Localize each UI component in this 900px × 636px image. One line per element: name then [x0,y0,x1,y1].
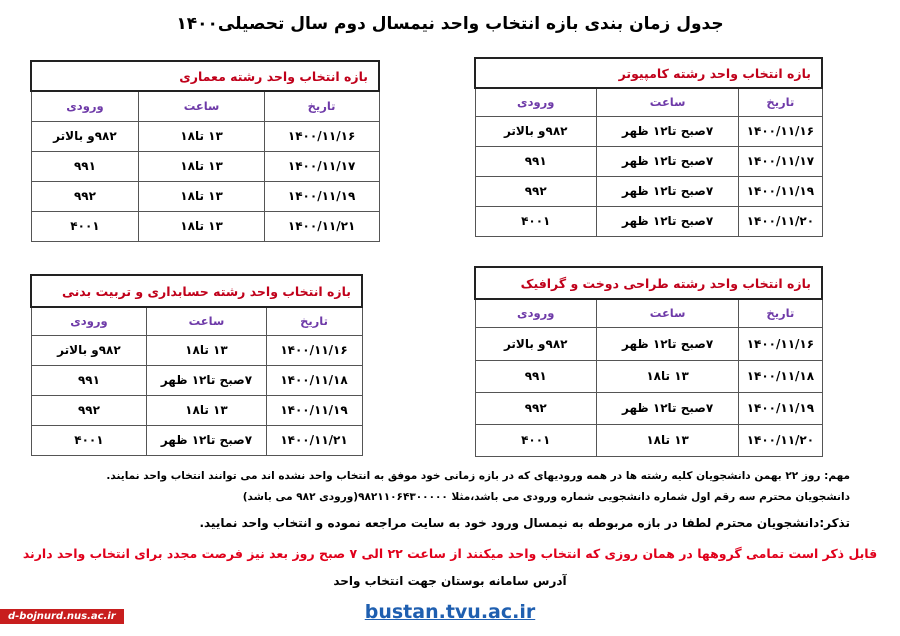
table-computer [474,57,823,237]
cell-date: ۱۴۰۰/۱۱/۱۹ [266,395,362,425]
cell-entry: ۹۹۱ [31,365,147,395]
cell-entry: ۹۹۲ [31,395,147,425]
col-date: تاریخ [739,88,822,116]
cell-time: ۱۳ تا۱۸ [139,181,264,211]
cell-time: ۱۳ تا۱۸ [596,360,738,392]
cell-time: ۱۳ تا۱۸ [147,335,266,365]
table-row [475,360,822,392]
table-row [31,335,362,365]
cell-entry: ۹۹۲ [475,176,596,206]
table-row [31,151,379,181]
col-time: ساعت [596,88,738,116]
cell-entry: ۴۰۰۱ [31,425,147,455]
note-reminder: تذکر:دانشجویان محترم لطفا در بازه مربوطه به نیمسال ورود خود به سایت مراجعه نموده و انتخاب واحد نمایید. [199,516,850,530]
cell-time: ۷صبح تا۱۲ ظهر [596,116,738,146]
cell-date: ۱۴۰۰/۱۱/۱۹ [264,181,379,211]
col-time: ساعت [596,299,738,327]
cell-date: ۱۴۰۰/۱۱/۲۱ [264,211,379,241]
cell-date: ۱۴۰۰/۱۱/۲۱ [266,425,362,455]
page-title: جدول زمان بندی بازه انتخاب واحد نیمسال دوم سال تحصیلی۱۴۰۰ [176,14,724,34]
cell-date: ۱۴۰۰/۱۱/۱۹ [739,392,822,424]
cell-entry: ۹۸۲و بالاتر [31,335,147,365]
cell-entry: ۹۸۲و بالاتر [31,121,139,151]
col-entry: ورودی [31,307,147,335]
table-row [31,365,362,395]
cell-date: ۱۴۰۰/۱۱/۱۶ [739,116,822,146]
cell-entry: ۹۹۱ [475,360,596,392]
table-row [31,211,379,241]
cell-date: ۱۴۰۰/۱۱/۱۶ [264,121,379,151]
cell-date: ۱۴۰۰/۱۱/۲۰ [739,424,822,456]
cell-date: ۱۴۰۰/۱۱/۲۰ [739,206,822,236]
table-memari-header: بازه انتخاب واحد رشته معماری [31,61,379,91]
table-row [475,392,822,424]
table-row [475,206,822,236]
cell-entry: ۴۰۰۱ [31,211,139,241]
watermark-tag: d-bojnurd.nus.ac.ir [0,609,124,624]
table-hesabdari [30,274,363,456]
cell-entry: ۹۸۲و بالاتر [475,116,596,146]
cell-date: ۱۴۰۰/۱۱/۱۷ [739,146,822,176]
table-row [31,121,379,151]
cell-time: ۷صبح تا۱۲ ظهر [596,392,738,424]
cell-time: ۱۳ تا۱۸ [147,395,266,425]
note-student-number: دانشجویان محترم سه رقم اول شماره دانشجویی شماره ورودی می باشد،مثلا ۹۸۲۱۱۰۶۴۳۰۰۰۰۰(ورودی ۹۸۲ می باشد) [242,491,850,503]
note-night-window: قابل ذکر است تمامی گروهها در همان روزی که انتخاب واحد میکنند از ساعت ۲۲ الی ۷ صبح روز بعد نیز فرصت مجدد برای انتخاب واحد دارند [22,546,878,561]
col-time: ساعت [139,91,264,121]
col-date: تاریخ [264,91,379,121]
cell-time: ۷صبح تا۱۲ ظهر [596,327,738,360]
cell-date: ۱۴۰۰/۱۱/۱۶ [266,335,362,365]
col-time: ساعت [147,307,266,335]
cell-entry: ۹۹۱ [31,151,139,181]
cell-entry: ۹۸۲و بالاتر [475,327,596,360]
table-row [475,116,822,146]
table-row [475,146,822,176]
cell-time: ۷صبح تا۱۲ ظهر [147,365,266,395]
cell-entry: ۴۰۰۱ [475,424,596,456]
col-entry: ورودی [475,299,596,327]
cell-date: ۱۴۰۰/۱۱/۱۸ [266,365,362,395]
cell-entry: ۴۰۰۱ [475,206,596,236]
cell-time: ۱۳ تا۱۸ [139,121,264,151]
table-hesabdari-header: بازه انتخاب واحد رشته حسابداری و تربیت بدنی [31,275,362,307]
table-row [31,181,379,211]
note-important: مهم: روز ۲۲ بهمن دانشجویان کلیه رشته ها در همه ورودیهای که در بازه زمانی خود موفق به انتخاب واحد نشده اند می توانند انتخاب واحد نمایند. [106,470,850,482]
col-date: تاریخ [739,299,822,327]
col-entry: ورودی [475,88,596,116]
bustan-link[interactable]: bustan.tvu.ac.ir [364,601,536,623]
cell-date: ۱۴۰۰/۱۱/۱۸ [739,360,822,392]
table-row [31,425,362,455]
cell-time: ۱۳ تا۱۸ [596,424,738,456]
cell-time: ۷صبح تا۱۲ ظهر [147,425,266,455]
cell-time: ۱۳ تا۱۸ [139,151,264,181]
table-memari [30,60,380,242]
cell-entry: ۹۹۲ [31,181,139,211]
table-row [475,327,822,360]
table-tarahi [474,266,823,457]
table-row [31,395,362,425]
cell-entry: ۹۹۲ [475,392,596,424]
cell-date: ۱۴۰۰/۱۱/۱۶ [739,327,822,360]
cell-time: ۷صبح تا۱۲ ظهر [596,206,738,236]
col-date: تاریخ [266,307,362,335]
cell-time: ۱۳ تا۱۸ [139,211,264,241]
cell-entry: ۹۹۱ [475,146,596,176]
cell-date: ۱۴۰۰/۱۱/۱۹ [739,176,822,206]
cell-date: ۱۴۰۰/۱۱/۱۷ [264,151,379,181]
table-tarahi-header: بازه انتخاب واحد رشته طراحی دوخت و گرافیک [475,267,822,299]
col-entry: ورودی [31,91,139,121]
cell-time: ۷صبح تا۱۲ ظهر [596,176,738,206]
table-row [475,176,822,206]
note-bustan-address: آدرس سامانه بوستان جهت انتخاب واحد [333,574,567,588]
cell-time: ۷صبح تا۱۲ ظهر [596,146,738,176]
table-row [475,424,822,456]
table-computer-header: بازه انتخاب واحد رشته کامپیوتر [475,58,822,88]
